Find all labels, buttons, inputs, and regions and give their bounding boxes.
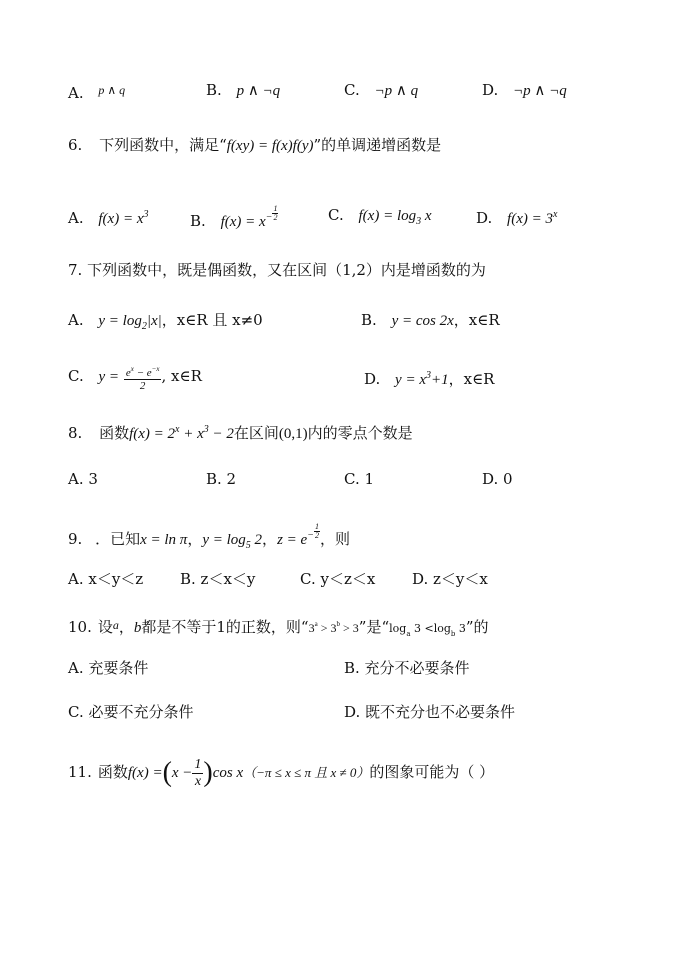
formula-base: 3 [308, 621, 315, 635]
option-label: A. [68, 84, 84, 102]
formula-fraction [192, 757, 203, 790]
fraction-numerator: 1 [273, 204, 278, 213]
stem-text: 内的零点个数是 [307, 424, 413, 442]
formula-exponent: − [265, 212, 273, 223]
paren-open: ( [162, 757, 172, 788]
q8-option-a: A. 3 [68, 470, 98, 488]
stem-text: 下列函数中，满足“ [99, 136, 227, 154]
q9-stem [68, 523, 350, 556]
option-expr [98, 211, 148, 227]
formula-base: > 3 [340, 621, 359, 635]
formula-lhs: f(x) = [127, 765, 163, 781]
formula-tail: x [421, 208, 432, 224]
formula-base: 3 <log [410, 622, 451, 635]
q5-option-a [68, 80, 125, 103]
stem-text: 函数 [99, 424, 130, 442]
q9-option-d: D. z＜y＜x [412, 570, 488, 588]
separator: ， [118, 618, 134, 636]
formula-tail: |x| [146, 313, 162, 329]
formula-x: x = ln π [140, 532, 188, 548]
numerator-base: e [125, 366, 131, 379]
stem-text: 函数 [97, 763, 128, 781]
formula-exponent: 3 [143, 209, 149, 220]
option-label: B. [206, 81, 222, 99]
q9-option-c: C. y＜z＜x [300, 570, 376, 588]
stem-interval: (0,1) [278, 426, 308, 442]
formula-base: y = x [395, 372, 426, 388]
stem-text: 的图象可能为（ ） [369, 763, 495, 781]
option-expr: y = cos 2x [391, 313, 454, 329]
stem-text: ”是“ [358, 618, 390, 636]
separator: ， [262, 530, 278, 548]
formula-base: > 3 [317, 621, 337, 635]
formula-tail: 2 [250, 532, 263, 548]
option-condition: , x∈R [161, 367, 202, 385]
formula-base: f(x) = x [98, 211, 144, 227]
formula-exponent: a [314, 620, 318, 628]
formula-fraction [124, 363, 162, 392]
q11-stem [68, 752, 494, 796]
q6-option-b [190, 205, 278, 232]
formula-exponent: 3 [203, 424, 209, 435]
fraction-denominator: 2 [139, 379, 146, 392]
variable-a: a [112, 618, 119, 632]
formula-subscript: 3 [416, 216, 422, 227]
formula-log-compare [389, 622, 466, 638]
option-expr: p ∧ q [98, 83, 126, 97]
formula-base: f(x) = log [358, 208, 417, 224]
q5-option-c [344, 80, 418, 101]
q10-option-d: D. 既不充分也不必要条件 [344, 703, 516, 721]
option-expr [507, 211, 557, 227]
formula-inner: x − [171, 765, 193, 781]
q5-option-b [206, 80, 280, 101]
question-number: 9. [68, 530, 83, 548]
q6-option-c [328, 205, 432, 232]
option-condition: ，x∈R [453, 311, 500, 329]
formula-tail: +1 [430, 372, 449, 388]
formula-base: − 2 [208, 426, 234, 442]
option-label: D. [476, 209, 493, 227]
formula-exponent: x [175, 424, 180, 435]
option-expr [358, 208, 432, 227]
formula-exponent: − [307, 530, 314, 541]
formula-exponent: x [552, 209, 558, 220]
option-expr [220, 204, 279, 230]
q8-option-d: D. 0 [482, 470, 513, 488]
q9-option-b: B. z＜x＜y [180, 570, 256, 588]
option-expr [395, 372, 449, 388]
option-condition: ，x∈R 且 x≠0 [161, 311, 263, 329]
formula-lhs: y = [98, 369, 120, 385]
q6-stem [68, 135, 441, 156]
q10-option-c: C. 必要不充分条件 [68, 703, 194, 721]
formula-inequality [309, 621, 359, 635]
q8-stem [68, 420, 413, 444]
q8-option-b: B. 2 [206, 470, 237, 488]
q7-option-a [68, 310, 263, 337]
fraction-denominator: 2 [314, 531, 319, 540]
domain-condition: （−π ≤ x ≤ π 且 x ≠ 0） [243, 765, 370, 780]
formula-z [277, 522, 320, 548]
question-number: 10. [68, 618, 92, 636]
q7-stem: 7. 下列函数中，既是偶函数，又在区间（1,2）内是增函数的为 [68, 261, 486, 279]
variable-b: b [133, 620, 142, 636]
formula-subscript: b [450, 630, 456, 638]
formula-subscript: 2 [141, 321, 147, 332]
option-label: C. [328, 206, 344, 224]
separator: ， [187, 530, 203, 548]
option-label: A. [68, 311, 84, 329]
stem-text: ”的单调递增函数是 [313, 136, 442, 154]
stem-formula [129, 426, 234, 442]
fraction-numerator [124, 363, 162, 380]
q7-option-d [364, 366, 494, 390]
option-label: B. [361, 311, 377, 329]
q10-option-b: B. 充分不必要条件 [344, 659, 470, 677]
q5-option-d [482, 80, 567, 101]
q10-option-a: A. 充要条件 [68, 659, 149, 677]
q6-option-d [476, 205, 557, 229]
option-expr: ¬p ∧ ¬q [513, 83, 567, 99]
option-label: A. [68, 209, 84, 227]
q9-option-a: A. x＜y＜z [68, 570, 144, 588]
question-number: 11. [68, 763, 92, 781]
formula-base: y = log [202, 532, 246, 548]
option-label: C. [68, 367, 84, 385]
formula-tail: cos x [212, 765, 244, 781]
formula-base: + x [179, 426, 204, 442]
formula-subscript: 5 [245, 540, 251, 551]
question-number: 8. [68, 424, 83, 442]
formula-base: f(x) = 2 [129, 426, 176, 442]
question-number: 6. [68, 136, 83, 154]
numerator-base: − e [133, 366, 152, 379]
numerator-exponent: −x [151, 364, 160, 373]
option-expr: p ∧ ¬q [236, 83, 281, 99]
formula-subscript: a [406, 630, 411, 638]
q7-option-b [361, 310, 500, 331]
option-label: D. [364, 370, 381, 388]
formula-exponent: b [336, 620, 340, 628]
stem-formula: f(xy) = f(x)f(y) [226, 138, 314, 154]
formula-base: y = log [98, 313, 142, 329]
stem-text: ，则 [319, 530, 350, 548]
fraction-numerator: 1 [194, 756, 202, 772]
stem-text: 在区间 [233, 424, 279, 442]
option-condition: ，x∈R [448, 370, 495, 388]
q6-option-a [68, 205, 149, 229]
q7-option-c [68, 362, 202, 392]
numerator-exponent: x [130, 364, 134, 373]
paren-close: ) [203, 757, 213, 788]
fraction-denominator: x [194, 773, 202, 789]
exponent-fraction [272, 205, 278, 222]
stem-text: 都是不等于1的正数，则“ [141, 618, 309, 636]
stem-text: ”的 [465, 618, 489, 636]
q10-stem [68, 614, 489, 644]
option-expr: ¬p ∧ q [374, 83, 419, 99]
formula-base: f(x) = x [220, 214, 266, 230]
option-label: B. [190, 212, 206, 230]
formula-base: z = e [277, 532, 308, 548]
fraction-denominator: 2 [273, 213, 278, 222]
formula-base: f(x) = 3 [507, 211, 553, 227]
fraction-numerator: 1 [314, 522, 319, 531]
option-label: C. [344, 81, 360, 99]
option-label: D. [482, 81, 499, 99]
q8-option-c: C. 1 [344, 470, 375, 488]
stem-text: 设 [97, 618, 113, 636]
stem-text: ．已知 [95, 530, 141, 548]
option-expr [98, 313, 162, 332]
formula-exponent: 3 [425, 370, 431, 381]
formula-tail: 3 [455, 622, 466, 635]
formula-base: log [389, 622, 407, 635]
formula-y [202, 532, 263, 551]
